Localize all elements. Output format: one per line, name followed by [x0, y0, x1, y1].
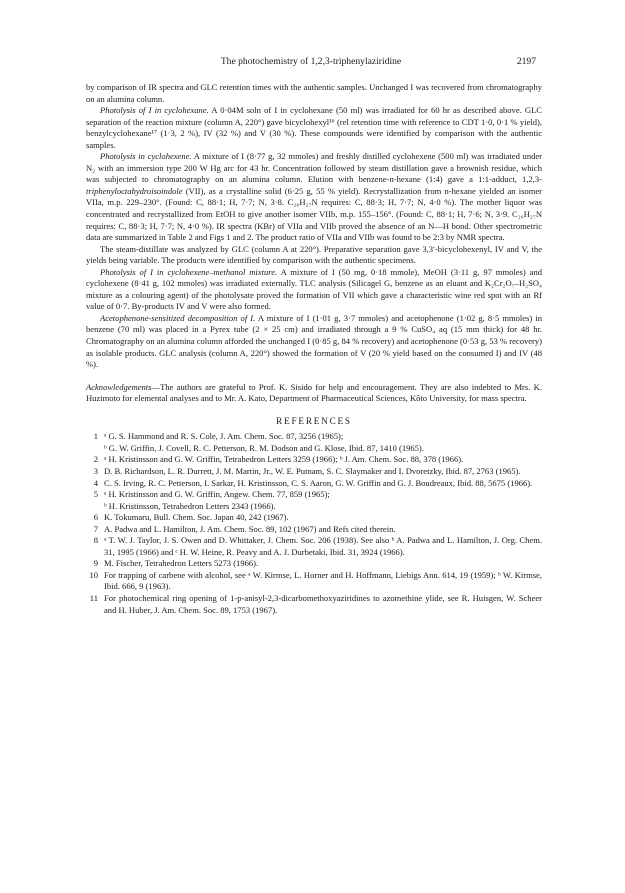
reference-text: A. Padwa and L. Hamilton, J. Am. Chem. Soc. 89, 102 (1967) and Refs cited therein.: [104, 523, 396, 534]
reference-item: [86, 558, 542, 570]
reference-number: 1: [93, 431, 98, 442]
reference-text: ᵃ H. Kristinsson and G. W. Griffin, Angew. Chem. 77, 859 (1965);: [104, 489, 330, 500]
acknowledgements-lead: Acknowledgements: [86, 381, 152, 392]
reference-number: 8: [93, 535, 98, 546]
paragraph-text: A 0·04M soln of I in cyclohexane (50 ml) was irradiated for 60 hr as described above. GLC separation of the reaction mixture (column A, 220°) gave bicyclohexyl¹⁶ (rel retention time with reference to CDT 1·0, 0·1 % yield), benzylcyclohexane¹⁷ (1·3, 2 %), IV (32 %) and V (30 %). These compounds were identified by comparison with the authentic samples.: [86, 105, 542, 150]
paragraph-text: A mixture of I (1·01 g, 3·7 mmoles) and acetophenone (1·02 g, 8·5 mmoles) in benzene (70 ml) was placed in a Pyrex tube (2 × 25 cm) and irradiated through a 9 % CuSO₄ aq (15 mm thick) for 48 hr. Chromatography on an alumina column afforded the unchanged I (0·85 g, 84 % recovery) and acetophenone (0·53 g, 53 % recovery) as isolable products. GLC analysis (column A, 220°) showed the formation of V (20 % yield based on the consumed I) and IV (48 %).: [86, 312, 542, 370]
reference-text: For photochemical ring opening of 1-p-anisyl-2,3-dicarbomethoxyaziridines to azomethine ylide, see R. Huisgen, W. Scheer and H. Huber, J. Am. Chem. Soc. 89, 1753 (1967).: [104, 592, 542, 615]
paragraph-photolysis-cyclohexene: [86, 151, 542, 243]
reference-number: 3: [93, 465, 98, 476]
reference-item: [86, 524, 542, 536]
reference-item: [86, 570, 542, 593]
page-number: 2197: [516, 56, 536, 67]
reference-number: 2: [93, 454, 98, 465]
paragraph-continuation: by comparison of IR spectra and GLC retention times with the authentic samples. Unchanged I was recovered from chromatography on an alumina column.: [86, 82, 542, 104]
spacer: [86, 371, 542, 382]
reference-number: 9: [93, 558, 98, 569]
reference-item: [86, 431, 542, 454]
reference-item: [86, 512, 542, 524]
reference-number: 10: [89, 569, 98, 580]
reference-number: 5: [93, 489, 98, 500]
spacer: [86, 405, 542, 416]
reference-text: ᵇ G. W. Griffin, J. Covell, R. C. Petterson, R. M. Dodson and G. Klose, Ibid. 87, 1410 (1965).: [104, 442, 424, 453]
compound-name: triphenyloctahydroisoindole: [86, 185, 183, 196]
running-header: [86, 56, 536, 70]
reference-text: C. S. Irving, R. C. Petterson, I. Sarkar, H. Kristinsson, C. S. Aaron, G. W. Griffin and G. J. Boudreaux, Ibid. 88, 5675 (1966).: [104, 477, 533, 488]
reference-item: [86, 489, 542, 512]
reference-text: M. Fischer, Tetrahedron Letters 5273 (1966).: [104, 558, 259, 569]
references-heading: REFERENCES: [276, 415, 352, 426]
reference-text: ᵃ G. S. Hammond and R. S. Cole, J. Am. Chem. Soc. 87, 3256 (1965);: [104, 431, 344, 442]
paragraph-cyclohexene-methanol: [86, 267, 542, 313]
reference-item: [86, 593, 542, 616]
reference-item: [86, 535, 542, 558]
reference-number: 11: [89, 592, 98, 603]
acknowledgements-text: —The authors are grateful to Prof. K. Sisido for help and encouragement. They are also indebted to Mrs. K. Huzimoto for elemental analyses and to Mr. A. Kato, Department of Pharmaceutical Sciences, Kôto University, for mass spectra.: [86, 381, 542, 404]
paragraph-acetophenone-sensitized: [86, 313, 542, 371]
reference-item: [86, 454, 542, 466]
reference-text: For trapping of carbene with alcohol, see ᵃ W. Kirmse, L. Horner and H. Hoffmann, Liebigs Ann. 614, 19 (1959); ᵇ W. Kirmse, Ibid. 666, 9 (1963).: [104, 569, 542, 592]
paragraph-photolysis-cyclohexane: [86, 105, 542, 151]
paragraph-text: A mixture of I (8·77 g, 32 mmoles) and freshly distilled cyclohexene (500 ml) was irradiated under N₂ with an immersion type 200 W Hg arc for 43 hr. Concentration followed by steam distillation gave a brownish residue, which was subjected to chromatography on an alumina column. Elution with benzene-n-hexane (1:4) gave a 1:1-adduct, 1,2,3-: [86, 151, 543, 185]
references-list: [86, 431, 542, 616]
paragraph-lead: Photolysis in cyclohexene.: [100, 151, 192, 162]
paragraph-lead: Photolysis of I in cyclohexane.: [100, 105, 209, 116]
reference-text: ᵃ H. Kristinsson and G. W. Griffin, Tetrahedron Letters 3259 (1966); ᵇ J. Am. Chem. Soc. 88, 378 (1966).: [104, 454, 464, 465]
reference-text: K. Tokumaru, Bull. Chem. Soc. Japan 40, 242 (1967).: [104, 512, 289, 523]
paragraph-text: A mixture of I (50 mg, 0·18 mmole), MeOH (3·11 g, 97 mmoles) and cyclohexene (8·41 g, 102 mmoles) was irradiated externally. TLC analysis (Silicagel G, benzene as an eluant and K₂Cr₂O₇–H₂SO₄ mixture as a colouring agent) of the photolysate proved the formation of VII which gave a characteristic wine red spot with an Rf value of 0·7. By-products IV and V were also formed.: [86, 266, 542, 312]
reference-text: D. B. Richardson, L. R. Durrett, J. M. Martin, Jr., W. E. Putnam, S. C. Slaymaker and I. Dvoretzky, Ibid. 87, 2763 (1965).: [104, 465, 521, 476]
reference-number: 4: [93, 477, 98, 488]
reference-item: [86, 466, 542, 478]
article-body: [86, 82, 542, 616]
reference-number: 6: [93, 512, 98, 523]
paragraph-text: (VII), as a crystalline solid (6·25 g, 55 % yield). Recrystallization from n-hexane yielded an isomer VIIa, m.p. 229–230°. (Found: C, 88·1; H, 7·7; N, 3·8. C₂₆H₂₇N requires: C, 88·3; H, 7·7; N, 4·0 %). The mother liquor was concentrated and recrystallized from EtOH to give another isomer VIIb, m.p. 155–156°. (Found: C, 88·1; H, 7·6; N, 3·9. C₂₆H₂₇N requires: C, 88·3; H, 7·7; N, 4·0 %). IR spectra (KBr) of VIIa and VIIb proved the absence of an N—H bond. Other spectrometric data are summarized in Table 2 and Figs 1 and 2. The product ratio of VIIa and VIIb was found to be 2:3 by NMR spectra.: [86, 185, 542, 243]
paragraph-steam-distillate: The steam-distillate was analyzed by GLC (column A at 220°). Preparative separation gave 3,3′-bicyclohexenyl, IV and V, the yields being variable. The products were identified by comparison with the authentic specimens.: [86, 243, 542, 266]
reference-item: [86, 478, 542, 490]
paragraph-lead: Photolysis of I in cyclohexene–methanol mixture.: [100, 266, 278, 277]
paragraph-lead: Acetophenone-sensitized decomposition of I.: [100, 312, 256, 323]
running-title: The photochemistry of 1,2,3-triphenylaziridine: [220, 56, 402, 67]
reference-text: ᵇ H. Kristinsson, Tetrahedron Letters 2343 (1966).: [104, 500, 276, 511]
reference-text: ᵃ T. W. J. Taylor, J. S. Owen and D. Whittaker, J. Chem. Soc. 206 (1938). See also ᵇ A. Padwa and L. Hamilton, J. Org. Chem. 31, 1995 (1966) and ᶜ H. W. Heine, R. Peavy and A. J. Durbetaki, Ibid. 31, 3924 (1966).: [104, 535, 542, 557]
acknowledgements: [86, 382, 542, 405]
reference-number: 7: [93, 523, 98, 534]
